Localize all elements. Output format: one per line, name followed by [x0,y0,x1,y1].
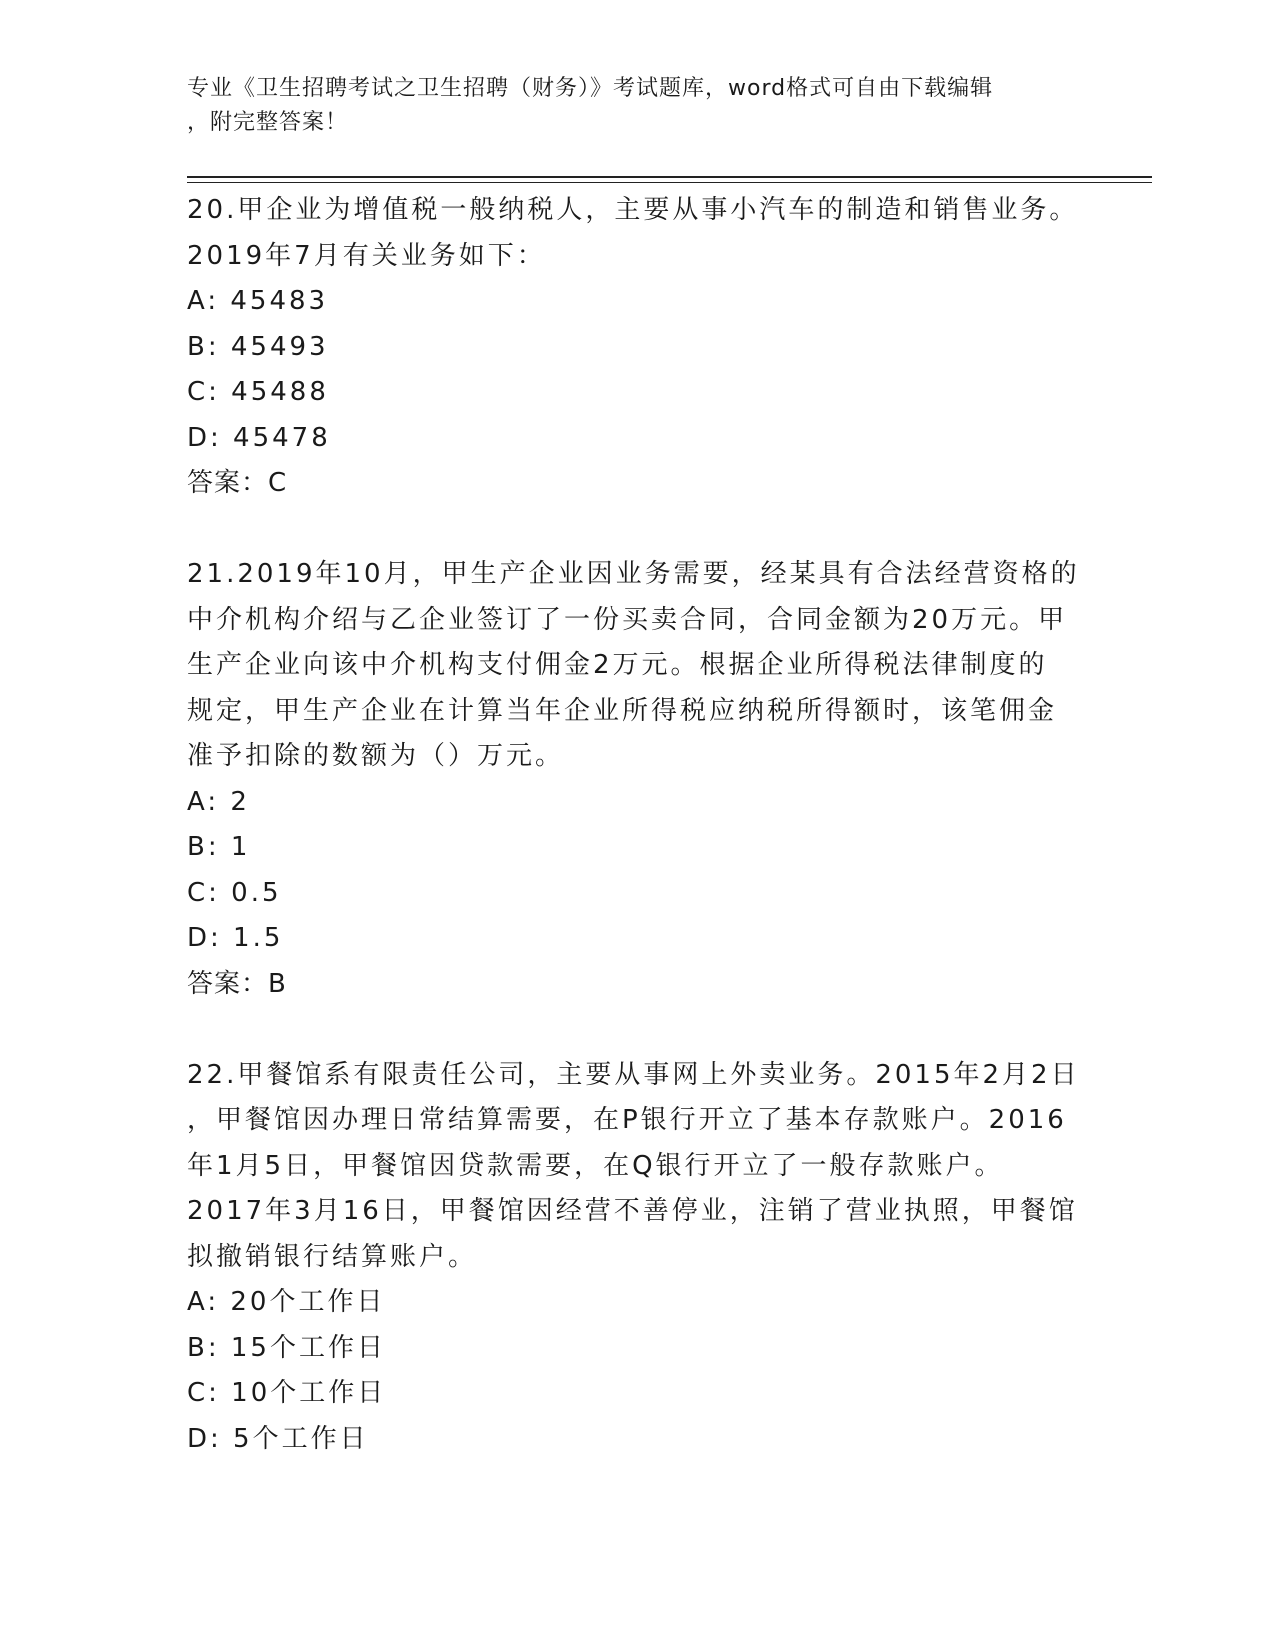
option-a: A: 2 [187,786,250,817]
spacer [187,1007,1087,1053]
answer: 答案：C [187,468,288,498]
question-list [187,188,1087,1462]
spacer [187,507,1087,553]
question-text-line: 2017年3月16日，甲餐馆因经营不善停业，注销了营业执照，甲餐馆 [187,1196,1078,1226]
question-text-line: 规定，甲生产企业在计算当年企业所得税应纳税所得额时，该笔佣金 [187,695,1058,726]
option-c: C: 45488 [187,377,329,407]
question-text-line: 22.甲餐馆系有限责任公司，主要从事网上外卖业务。2015年2月2日 [187,1059,1080,1090]
answer: 答案：B [187,968,287,999]
question-text-line: 生产企业向该中介机构支付佣金2万元。根据企业所得税法律制度的 [187,650,1048,680]
option-c: C: 0.5 [187,877,282,908]
question-text-line: 年1月5日，甲餐馆因贷款需要，在Q银行开立了一般存款账户。 [187,1150,1004,1181]
question-text-line: 20.甲企业为增值税一般纳税人，主要从事小汽车的制造和销售业务。 [187,195,1079,225]
header-divider-thin [187,182,1152,183]
header-line-2: ，附完整答案！ [187,110,349,135]
question-text-line: 21.2019年10月，甲生产企业因业务需要，经某具有合法经营资格的 [187,559,1080,589]
document-header [187,72,1067,140]
question-20 [187,188,1087,507]
option-b: B: 1 [187,832,251,862]
question-text-line: 准予扣除的数额为（）万元。 [187,741,565,771]
option-b: B: 45493 [187,331,329,362]
question-21 [187,552,1087,1007]
question-text-line: 拟撤销银行结算账户。 [187,1241,478,1272]
header-line-1: 专业《卫生招聘考试之卫生招聘（财务）》考试题库，word格式可自由下载编辑 [187,76,994,101]
option-d: D: 1.5 [187,923,284,953]
option-d: D: 5个工作日 [187,1423,369,1454]
option-a: A: 45483 [187,286,329,316]
option-d: D: 45478 [187,422,331,453]
option-b: B: 15个工作日 [187,1332,386,1363]
question-text-line: ，甲餐馆因办理日常结算需要，在P银行开立了基本存款账户。2016 [187,1105,1067,1135]
question-22 [187,1053,1087,1463]
option-a: A: 20个工作日 [187,1287,386,1317]
option-c: C: 10个工作日 [187,1378,387,1408]
header-divider-thick [187,176,1152,178]
question-text-line: 中介机构介绍与乙企业签订了一份买卖合同，合同金额为20万元。甲 [187,604,1068,635]
question-text-line: 2019年7月有关业务如下： [187,240,546,271]
